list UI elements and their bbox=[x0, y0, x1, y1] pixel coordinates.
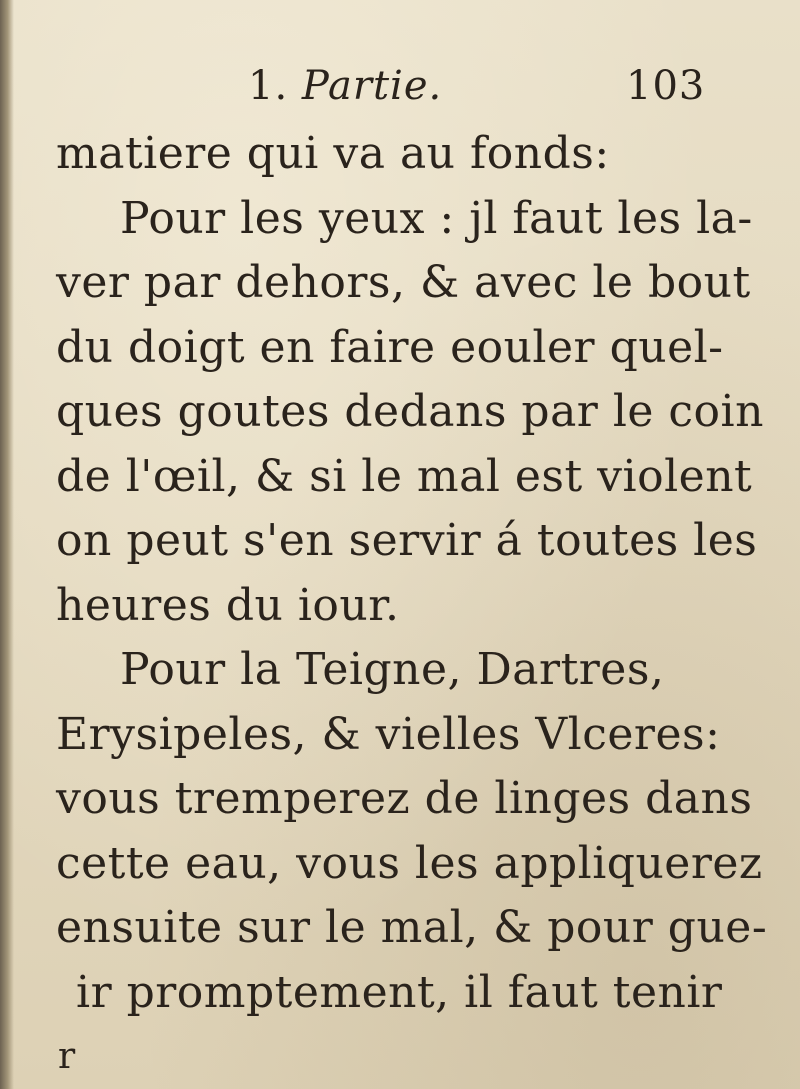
text-line: heures du iour. bbox=[56, 579, 400, 631]
text-line: ir promptement, il faut tenir bbox=[76, 966, 723, 1018]
text-line: de l'œil, & si le mal est violent bbox=[56, 450, 753, 502]
text-line: on peut s'en servir á toutes les bbox=[56, 515, 758, 566]
text-line: Pour la Teigne, Dartres, bbox=[120, 644, 665, 695]
page-gutter-shadow bbox=[0, 0, 14, 1089]
text-line: ques goutes dedans par le coin bbox=[56, 386, 764, 437]
signature-mark: r bbox=[58, 1036, 76, 1077]
running-head-number: 1. bbox=[248, 63, 302, 109]
text-line: matiere qui va au fonds: bbox=[56, 128, 610, 179]
text-line: ensuite sur le mal, & pour gue- bbox=[56, 902, 768, 953]
running-head-title: Partie. bbox=[301, 63, 443, 109]
text-line: du doigt en faire eouler quel- bbox=[56, 321, 724, 373]
body-text bbox=[56, 122, 768, 1025]
text-line: Pour les yeux : jl faut les la- bbox=[120, 192, 753, 244]
running-head bbox=[248, 58, 442, 114]
text-line: vous tremperez de linges dans bbox=[56, 773, 753, 824]
text-line: Erysipeles, & vielles Vlceres: bbox=[56, 708, 721, 760]
text-line: cette eau, vous les appliquerez bbox=[56, 837, 763, 889]
page-header bbox=[0, 58, 800, 118]
text-line: ver par dehors, & avec le bout bbox=[56, 257, 751, 308]
page-number: 103 bbox=[626, 63, 706, 109]
